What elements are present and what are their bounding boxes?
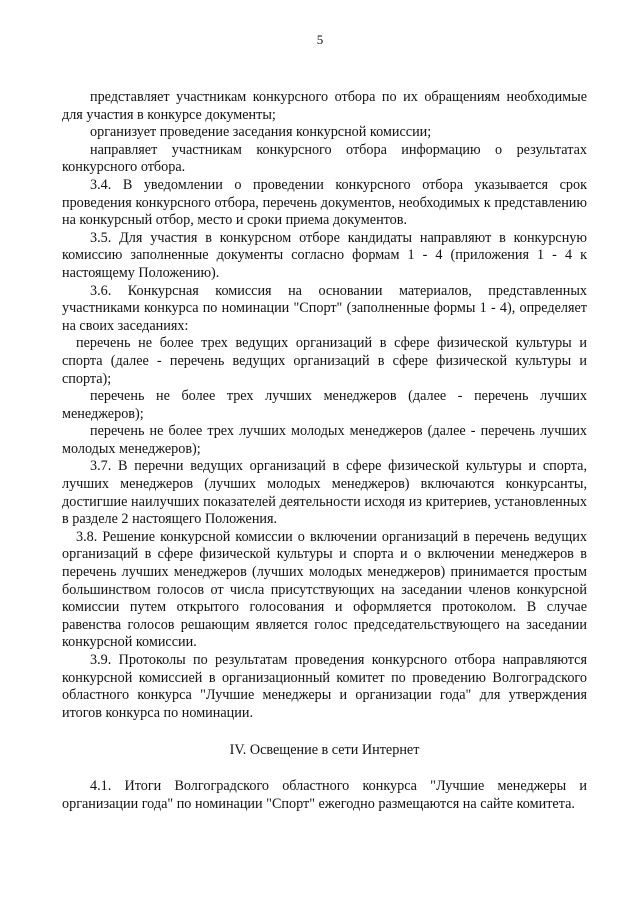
page-number: 5 (316, 32, 324, 47)
section-heading: IV. Освещение в сети Интернет (229, 742, 420, 759)
document-body (62, 89, 587, 813)
paragraph-sends-results: направляет участникам конкурсного отбора информацию о результатах конкурсного отбора. (62, 141, 587, 176)
paragraph-3-5: 3.5. Для участия в конкурсном отборе кандидаты направляют в конкурсную комиссию заполненные документы согласно формам 1 - 4 (приложения 1 - 4 к настоящему Положению). (62, 229, 587, 281)
paragraph-organizes-meeting: организует проведение заседания конкурсной комиссии; (90, 124, 432, 141)
paragraph-3-9: 3.9. Протоколы по результатам проведения конкурсного отбора направляются конкурсной комиссией в организационный комитет по проведению Волгоградского областного конкурса "Лучшие менеджеры и организации года" для утверждения итогов конкурса по номинации. (62, 652, 587, 721)
paragraph-4-1: 4.1. Итоги Волгоградского областного конкурса "Лучшие менеджеры и организации года" по номинации "Спорт" ежегодно размещаются на сайте комитета. (62, 777, 587, 812)
paragraph-3-6: 3.6. Конкурсная комиссия на основании материалов, представленных участниками конкурса по номинации "Спорт" (заполненные формы 1 - 4), определяет на своих заседаниях: (62, 282, 587, 334)
paragraph-3-7: 3.7. В перечни ведущих организаций в сфере физической культуры и спорта, лучших менеджеров (лучших молодых менеджеров) включаются конкурсанты, достигшие наилучших показателей деятельности исходя из критериев, установленных в разделе 2 настоящего Положения. (62, 458, 587, 528)
list-item-best-managers: перечень не более трех лучших менеджеров (далее - перечень лучших менеджеров); (62, 388, 587, 422)
list-item-leading-organizations: перечень не более трех ведущих организаций в сфере физической культуры и спорта (далее - перечень ведущих организаций в сфере физической культуры и спорта); (62, 335, 587, 387)
paragraph-3-4: 3.4. В уведомлении о проведении конкурсного отбора указывается срок проведения конкурсного отбора, перечень документов, необходимых к представлению на конкурсный отбор, место и сроки приема документов. (62, 176, 587, 229)
paragraph-provides-documents: представляет участникам конкурсного отбора по их обращениям необходимые для участия в конкурсе документы; (62, 89, 587, 123)
paragraph-3-8: 3.8. Решение конкурсной комиссии о включении организаций в перечень ведущих организаций в сфере физической культуры и спорта и о включении менеджеров в перечень лучших менеджеров (лучших молодых менеджеров) принимается простым большинством голосов от числа присутствующих на заседании членов конкурсной комиссии путем открытого голосования и оформляется протоколом. В случае равенства голосов решающим является голос председательствующего на заседании конкурсной комиссии. (62, 528, 587, 651)
list-item-best-young-managers: перечень не более трех лучших молодых менеджеров (далее - перечень лучших молодых менеджеров); (62, 423, 587, 457)
